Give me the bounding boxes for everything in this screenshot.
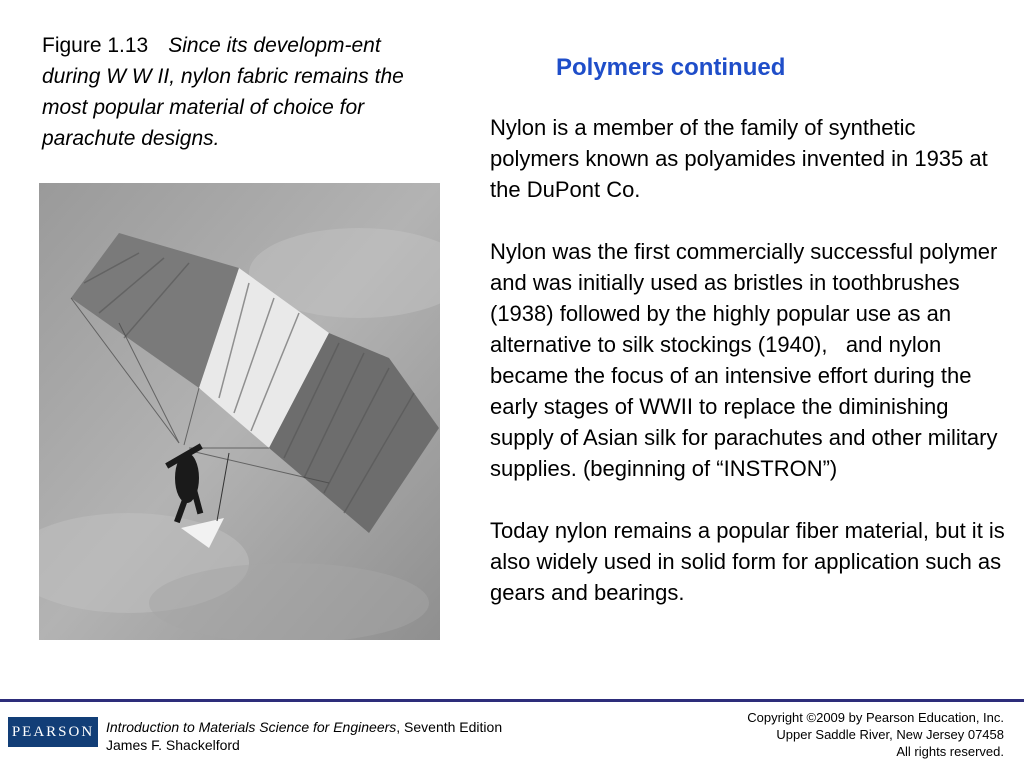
book-edition: , Seventh Edition <box>396 719 503 735</box>
paragraph-1: Nylon is a member of the family of synthetic polymers known as polyamides invented in 1935 at the DuPont Co. <box>490 115 994 202</box>
paragraph-2: Nylon was the first commercially successful polymer and was initially used as bristles in toothbrushes (1938) followed by the highly popular use as an alternative to silk stockings (1940), and nylon became the focus of an intensive effort during the early stages of WWII to replace the diminishing supply of Asian silk for parachutes and other military supplies. (beginning of “INSTRON”) <box>490 239 1004 481</box>
copyright-block <box>747 709 1004 760</box>
pearson-logo-text: PEARSON <box>11 723 95 740</box>
book-info <box>106 718 502 754</box>
pearson-logo <box>8 717 98 747</box>
figure-caption <box>42 30 442 154</box>
slide-title: Polymers continued <box>556 54 786 81</box>
copyright-line-2: Upper Saddle River, New Jersey 07458 <box>776 727 1004 742</box>
body-text <box>490 112 1010 639</box>
parachute-photo <box>39 183 440 640</box>
figure-label: Figure 1.13 <box>42 34 149 57</box>
paragraph-3: Today nylon remains a popular fiber material, but it is also widely used in solid form for application such as gears and bearings. <box>490 518 1011 605</box>
figure-caption-text: Since its developm-ent during W W II, nylon fabric remains the most popular material of choice for parachute designs. <box>42 34 404 150</box>
copyright-line-1: Copyright ©2009 by Pearson Education, Inc. <box>747 710 1004 725</box>
book-title: Introduction to Materials Science for Engineers <box>106 719 397 735</box>
copyright-line-3: All rights reserved. <box>896 744 1004 759</box>
book-author: James F. Shackelford <box>106 737 240 753</box>
footer-divider <box>0 699 1024 702</box>
